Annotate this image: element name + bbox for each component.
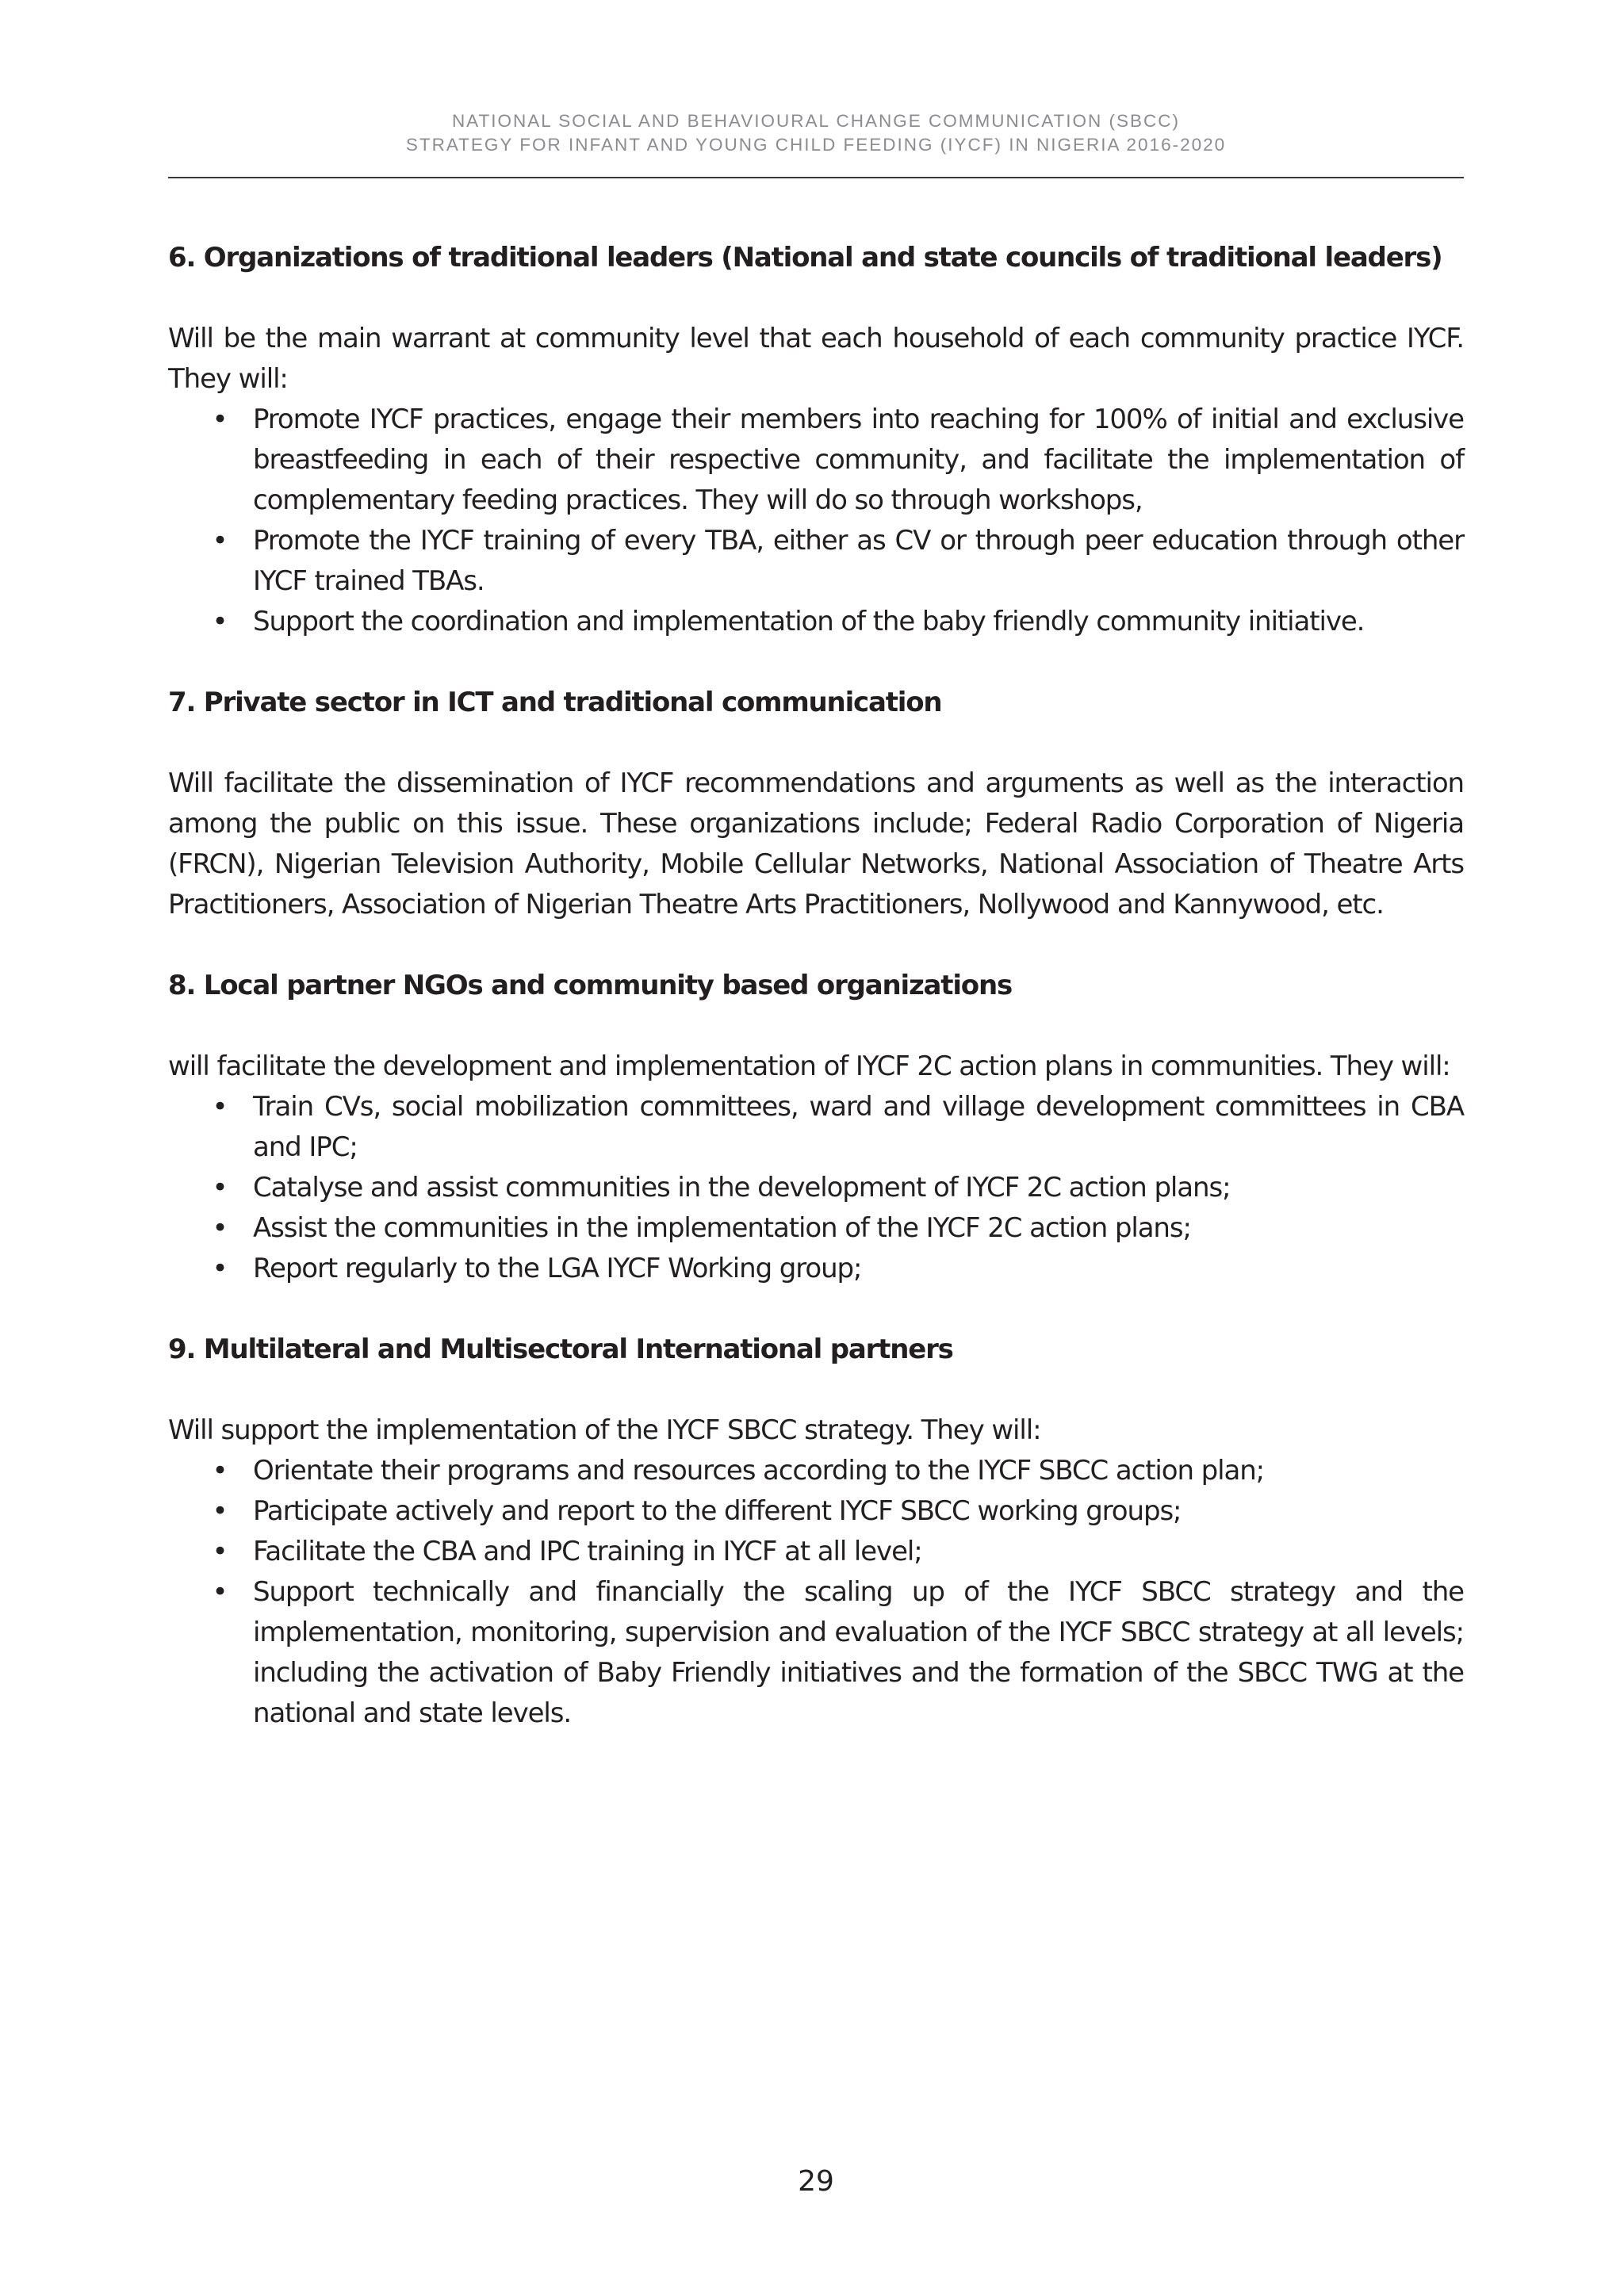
section-intro: Will support the implementation of the IYCF SBCC strategy. They will: <box>168 1414 1041 1446</box>
bullet-icon: • <box>212 606 228 637</box>
list-item <box>212 602 1464 642</box>
section-international-partners <box>168 1330 1464 1734</box>
section-intro: will facilitate the development and implementation of IYCF 2C action plans in communities. They will: <box>168 1050 1450 1082</box>
list-item-text: Support the coordination and implementation of the baby friendly community initiative. <box>253 606 1365 637</box>
running-header <box>168 109 1464 157</box>
bullet-icon: • <box>212 1212 228 1244</box>
bullet-icon: • <box>212 525 228 557</box>
list-item <box>212 521 1464 602</box>
section-heading: 8. Local partner NGOs and community based organizations <box>168 970 1013 1001</box>
list-item-text: Promote IYCF practices, engage their members into reaching for 100% of initial and exclusive breastfeeding in each of their respective community, and facilitate the implementation of complementary feeding practices. They will do so through workshops, <box>253 404 1464 516</box>
running-header-line-2: STRATEGY FOR INFANT AND YOUNG CHILD FEEDING (IYCF) IN NIGERIA 2016-2020 <box>405 135 1227 155</box>
section-intro: Will facilitate the dissemination of IYCF recommendations and arguments as well as the interaction among the public on this issue. These organizations include; Federal Radio Corporation of Nigeria (FRCN), Nigerian Television Authority, Mobile Cellular Networks, National Association of Theatre Arts Practitioners, Association of Nigerian Theatre Arts Practitioners, Nollywood and Kannywood, etc. <box>168 767 1464 920</box>
bullet-icon: • <box>212 1172 228 1203</box>
section-heading: 7. Private sector in ICT and traditional communication <box>168 687 942 718</box>
section-private-sector-ict <box>168 683 1464 925</box>
list-item-text: Facilitate the CBA and IPC training in IYCF at all level; <box>253 1536 922 1567</box>
running-header-line-1: NATIONAL SOCIAL AND BEHAVIOURAL CHANGE COMMUNICATION (SBCC) <box>451 111 1181 131</box>
list-item <box>212 1532 1464 1572</box>
list-item <box>212 1572 1464 1734</box>
header-divider <box>168 177 1464 178</box>
list-item-text: Catalyse and assist communities in the development of IYCF 2C action plans; <box>253 1172 1231 1203</box>
list-item <box>212 1168 1464 1208</box>
bullet-icon: • <box>212 1253 228 1284</box>
bullet-icon: • <box>212 404 228 435</box>
list-item-text: Assist the communities in the implementation of the IYCF 2C action plans; <box>253 1212 1191 1244</box>
bullet-icon: • <box>212 1455 228 1487</box>
list-item <box>212 1208 1464 1249</box>
section-heading: 9. Multilateral and Multisectoral International partners <box>168 1334 953 1365</box>
list-item-text: Support technically and financially the scaling up of the IYCF SBCC strategy and the implementation, monitoring, supervision and evaluation of the IYCF SBCC strategy at all levels; including the activation of Baby Friendly initiatives and the formation of the SBCC TWG at the national and state levels. <box>253 1576 1464 1729</box>
list-item <box>212 1451 1464 1491</box>
bullet-list <box>168 1087 1464 1289</box>
bullet-icon: • <box>212 1091 228 1123</box>
section-intro: Will be the main warrant at community level that each household of each community practice IYCF. They will: <box>168 323 1464 395</box>
section-heading: 6. Organizations of traditional leaders (National and state councils of traditional leaders) <box>168 242 1442 274</box>
page-number: 29 <box>798 2165 834 2198</box>
bullet-icon: • <box>212 1495 228 1527</box>
list-item <box>212 400 1464 521</box>
list-item-text: Orientate their programs and resources according to the IYCF SBCC action plan; <box>253 1455 1264 1487</box>
list-item-text: Report regularly to the LGA IYCF Working group; <box>253 1253 862 1284</box>
section-traditional-leaders <box>168 238 1464 642</box>
list-item-text: Participate actively and report to the different IYCF SBCC working groups; <box>253 1495 1182 1527</box>
bullet-icon: • <box>212 1576 228 1608</box>
bullet-icon: • <box>212 1536 228 1567</box>
bullet-list <box>168 1451 1464 1734</box>
section-local-ngos <box>168 966 1464 1289</box>
bullet-list <box>168 400 1464 642</box>
list-item-text: Train CVs, social mobilization committees, ward and village development committees in CBA and IPC; <box>253 1091 1464 1163</box>
list-item <box>212 1491 1464 1532</box>
list-item <box>212 1087 1464 1168</box>
list-item <box>212 1249 1464 1289</box>
list-item-text: Promote the IYCF training of every TBA, either as CV or through peer education through other IYCF trained TBAs. <box>253 525 1464 597</box>
page-body <box>168 238 1464 1774</box>
